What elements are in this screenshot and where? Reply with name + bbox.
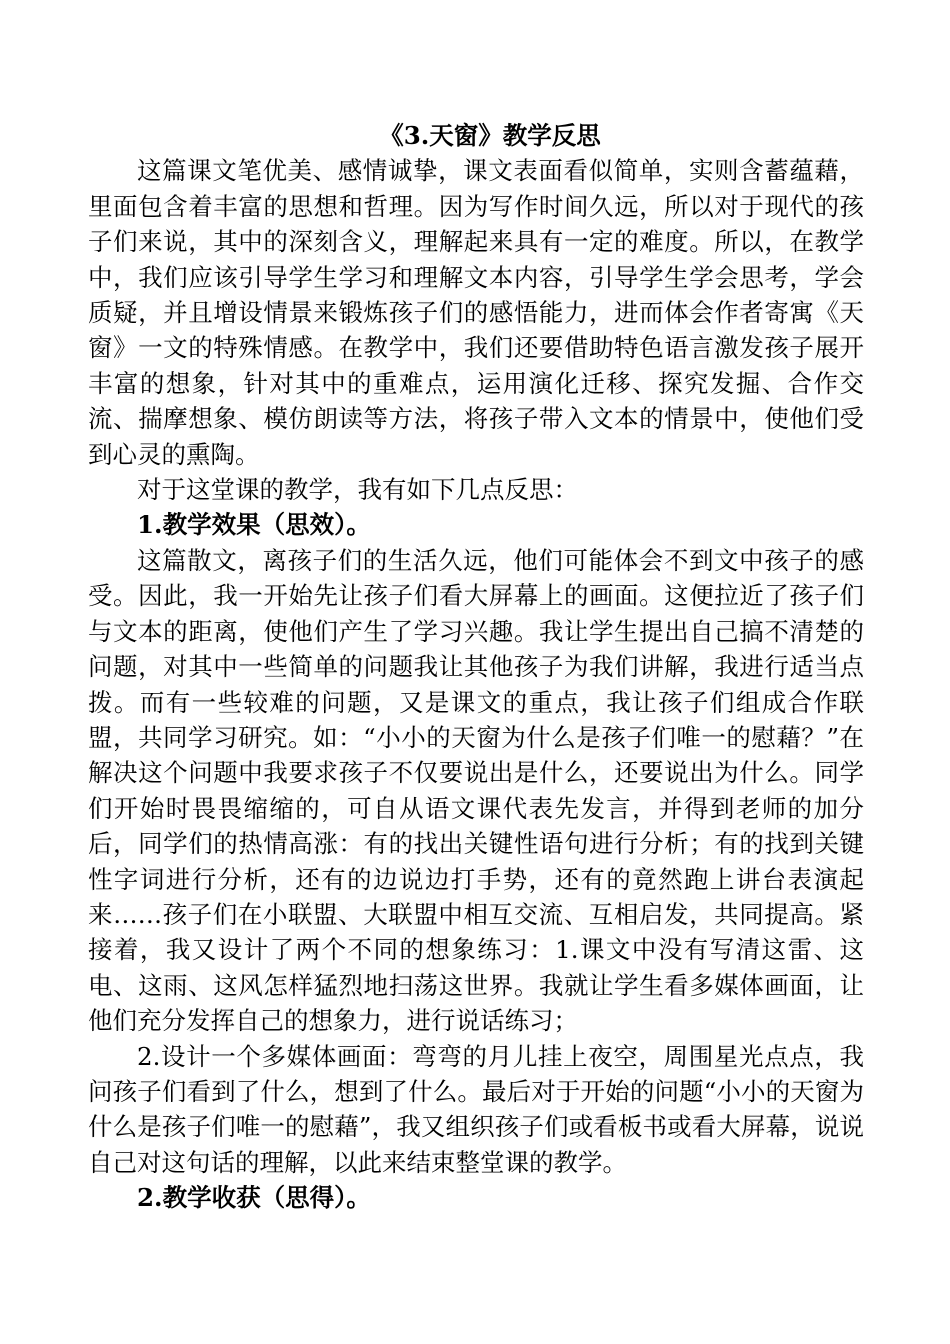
- section-heading-teaching-gains: 2.教学收获（思得）。: [137, 1183, 371, 1213]
- intro-paragraph: 这篇课文笔优美、感情诚挚，课文表面看似简单，实则含蓄蕴藉，里面包含着丰富的思想和哲理。因为写作时间久远，所以对于现代的孩子们来说，其中的深刻含义，理解起来具有一定的难度。所以，在教学中，我们应该引导学生学习和理解文本内容，引导学生学会思考，学会质疑，并且增设情景来锻炼孩子们的感悟能力，进而体会作者寄寓《天窗》一文的特殊情感。在教学中，我们还要借助特色语言激发孩子展开丰富的想象，针对其中的重难点，运用演化迁移、探究发掘、合作交流、揣摩想象、模仿朗读等方法，将孩子带入文本的情景中，使他们受到心灵的熏陶。: [88, 156, 864, 469]
- document-page: [88, 118, 864, 1216]
- section1-paragraph: 这篇散文，离孩子们的生活久远，他们可能体会不到文中孩子的感受。因此，我一开始先让孩子们看大屏幕上的画面。这便拉近了孩子们与文本的距离，使他们产生了学习兴趣。我让学生提出自己搞不清楚的问题，对其中一些简单的问题我让其他孩子为我们讲解，我进行适当点拨。而有一些较难的问题，又是课文的重点，我让孩子们组成合作联盟，共同学习研究。如：“小小的天窗为什么是孩子们唯一的慰藉？”在解决这个问题中我要求孩子不仅要说出是什么，还要说出为什么。同学们开始时畏畏缩缩的，可自从语文课代表先发言，并得到老师的加分后，同学们的热情高涨：有的找出关键性语句进行分析；有的找到关键性字词进行分析，还有的边说边打手势，还有的竟然跑上讲台表演起来……孩子们在小联盟、大联盟中相互交流、互相启发，共同提高。紧接着，我又设计了两个不同的想象练习：1.课文中没有写清这雷、这电、这雨、这风怎样猛烈地扫荡这世界。我就让学生看多媒体画面，让他们充分发挥自己的想象力，进行说话练习；: [88, 545, 864, 1036]
- document-title: 《3.天窗》教学反思: [379, 121, 601, 150]
- reflection-intro-paragraph: 对于这堂课的教学，我有如下几点反思：: [137, 475, 578, 505]
- section-heading-teaching-effect: 1.教学效果（思效）。: [137, 510, 371, 540]
- section1-paragraph: 2.设计一个多媒体画面：弯弯的月儿挂上夜空，周围星光点点，我问孩子们看到了什么，想到了什么。最后对于开始的问题“小小的天窗为什么是孩子们唯一的慰藉”，我又组织孩子们或看板书或看大屏幕，说说自己对这句话的理解，以此来结束整堂课的教学。: [88, 1041, 864, 1177]
